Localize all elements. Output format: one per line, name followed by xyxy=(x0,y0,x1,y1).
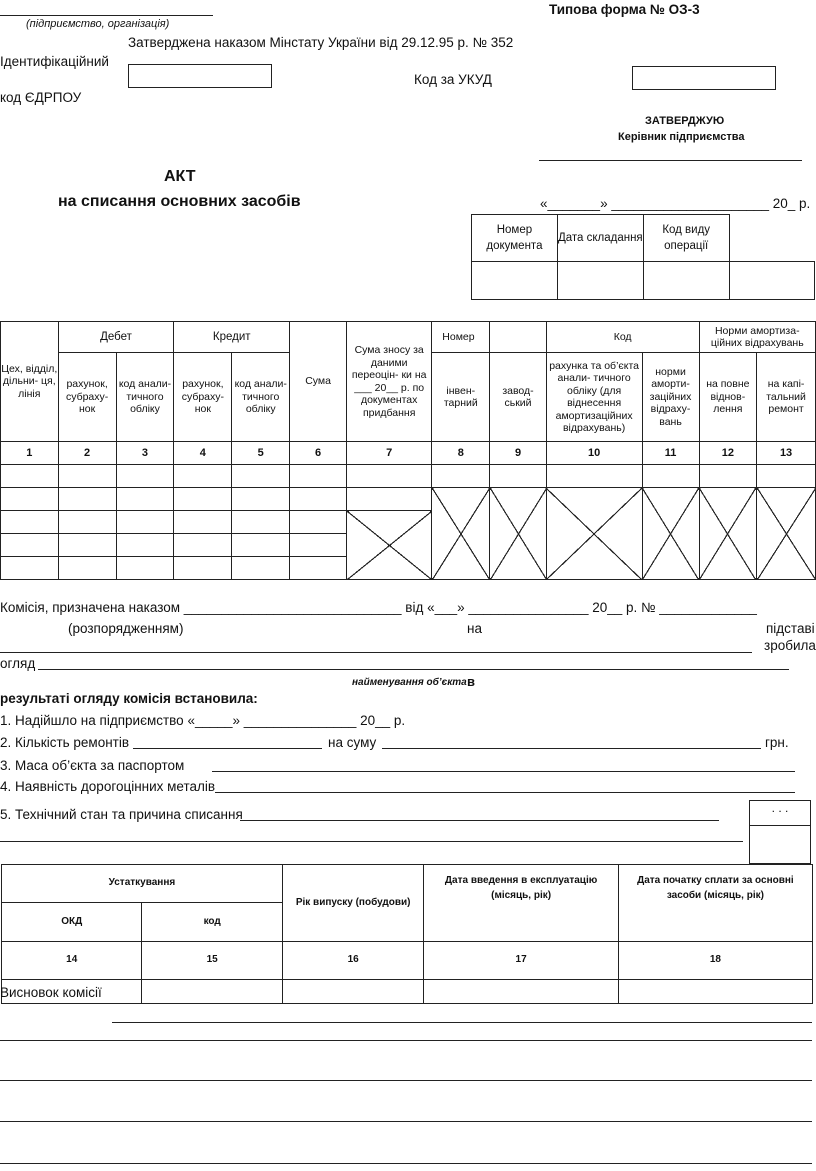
item-metals: 4. Наявність дорогоцінних металів xyxy=(0,779,216,794)
repairs-sum-label: на суму xyxy=(328,735,377,750)
table-cell[interactable] xyxy=(58,488,116,511)
equipment-table xyxy=(1,864,813,1004)
table-cell[interactable] xyxy=(116,557,174,580)
object-v: в xyxy=(467,674,475,689)
code-header: Код xyxy=(546,322,699,353)
col-number: 15 xyxy=(142,942,282,980)
table-cell[interactable] xyxy=(142,980,282,1004)
ukud-field[interactable] xyxy=(632,66,776,90)
head-label: Керівник підприємства xyxy=(618,131,745,143)
equipment-header: Устаткування xyxy=(2,865,283,903)
table-cell[interactable] xyxy=(174,488,232,511)
table-cell[interactable] xyxy=(58,511,116,534)
uah-label: грн. xyxy=(765,735,789,750)
conclusion-line-3[interactable] xyxy=(0,1080,812,1081)
crossed-cell xyxy=(347,511,432,580)
on-label: на xyxy=(467,621,482,636)
col-number: 17 xyxy=(424,942,618,980)
norms-header: Норми амортиза- ційних відрахувань xyxy=(699,322,815,353)
basis-line[interactable] xyxy=(0,652,752,653)
approval-order: Затверджена наказом Мінстату України від 29.12.95 р. № 352 xyxy=(128,35,514,50)
item-repairs: 2. Кількість ремонтів xyxy=(0,735,130,750)
debet-header: Дебет xyxy=(58,322,174,353)
ukud-label: Код за УКУД xyxy=(414,72,492,87)
doc-date-cell[interactable] xyxy=(557,262,643,300)
col-number: 10 xyxy=(546,442,642,465)
commission-line[interactable]: Комісія, призначена наказом _____________________________ від «___» ________________ 20__ р. № _____________ xyxy=(0,600,757,615)
org-caption: (підприємство, організація) xyxy=(26,18,170,30)
table-cell[interactable] xyxy=(174,534,232,557)
edrpou-field[interactable] xyxy=(128,64,272,88)
kredyt-account-header: рахунок, субраху- нок xyxy=(174,353,232,442)
ident-label: Ідентифікаційний xyxy=(0,54,109,69)
order-label: (розпорядженням) xyxy=(68,621,184,636)
commissioning-header: Дата введення в експлуатацію (місяць, рік) xyxy=(424,865,618,942)
edrpou-label: код ЄДРПОУ xyxy=(0,90,82,105)
number-header: Номер xyxy=(432,322,490,353)
act-subtitle: на списання основних засобів xyxy=(58,193,301,210)
table-cell[interactable] xyxy=(347,488,432,511)
table-cell[interactable] xyxy=(116,488,174,511)
item-mass: 3. Маса об’єкта за паспортом xyxy=(0,758,185,773)
table-cell[interactable] xyxy=(618,980,812,1004)
col-number: 9 xyxy=(490,442,546,465)
acc-obj-header: рахунка та об’єкта анали- тичного обліку (для віднесення амортизаційних відрахувань) xyxy=(546,353,642,442)
table-cell[interactable] xyxy=(1,511,59,534)
col-number: 7 xyxy=(347,442,432,465)
table-cell[interactable] xyxy=(116,534,174,557)
col-number: 5 xyxy=(232,442,290,465)
dots-text: . . . xyxy=(771,801,789,815)
crossed-cell xyxy=(490,488,546,580)
table-row xyxy=(1,465,816,488)
kredyt-header: Кредит xyxy=(174,322,290,353)
crossed-cell xyxy=(699,488,757,580)
col-number: 8 xyxy=(432,442,490,465)
op-code-header: Код виду операції xyxy=(643,215,729,262)
table-cell[interactable] xyxy=(1,534,59,557)
table-cell[interactable] xyxy=(232,488,290,511)
conclusion-label: Висновок комісії xyxy=(0,985,102,1000)
results-heading: результаті огляду комісія встановила: xyxy=(0,691,258,706)
debet-analytic-header: код анали- тичного обліку xyxy=(116,353,174,442)
col-number: 1 xyxy=(1,442,59,465)
sum-header: Сума xyxy=(290,322,347,442)
table-cell[interactable] xyxy=(290,534,347,557)
dots-box[interactable] xyxy=(749,800,811,826)
table-cell[interactable] xyxy=(1,465,59,488)
conclusion-line-1[interactable] xyxy=(112,1022,812,1023)
table-cell[interactable] xyxy=(432,465,490,488)
review-label: огляд xyxy=(0,656,36,671)
shop-header: Цех, відділ, дільни- ця, лінія xyxy=(1,322,59,442)
condition-line-2[interactable] xyxy=(0,841,743,842)
table-cell[interactable] xyxy=(174,511,232,534)
kredyt-analytic-header: код анали- тичного обліку xyxy=(232,353,290,442)
col-number: 4 xyxy=(174,442,232,465)
crossed-cell xyxy=(642,488,699,580)
table-cell[interactable] xyxy=(290,557,347,580)
table-cell[interactable] xyxy=(1,557,59,580)
col-number: 14 xyxy=(2,942,142,980)
condition-line[interactable] xyxy=(240,820,719,821)
act-title: АКТ xyxy=(164,168,196,185)
col-number: 13 xyxy=(757,442,816,465)
wear-header: Сума зносу за даними переоцін- ки на ___ 20__ р. по документах придбання xyxy=(347,322,432,442)
factory-header: завод- ський xyxy=(490,353,546,442)
full-restore-header: на повне віднов- лення xyxy=(699,353,757,442)
table-cell[interactable] xyxy=(116,465,174,488)
conclusion-line-5[interactable] xyxy=(0,1163,812,1164)
table-cell[interactable] xyxy=(174,465,232,488)
conclusion-line-4[interactable] xyxy=(0,1121,812,1122)
kod-header: код xyxy=(142,903,282,942)
mass-line[interactable] xyxy=(212,771,795,772)
table-row xyxy=(2,980,813,1004)
cap-repair-header: на капі- тальний ремонт xyxy=(757,353,816,442)
table-cell[interactable] xyxy=(290,465,347,488)
doc-date-header: Дата складання xyxy=(557,215,643,262)
norm-codes-header: норми аморти- заційних відраху- вань xyxy=(642,353,699,442)
main-table xyxy=(0,321,816,580)
table-cell[interactable] xyxy=(58,465,116,488)
doc-number-header: Номер документа xyxy=(472,215,558,262)
table-cell[interactable] xyxy=(424,980,618,1004)
table-cell[interactable] xyxy=(490,465,546,488)
org-name-line[interactable] xyxy=(0,15,213,16)
depreciation-header: Дата початку сплати за основні засоби (місяць, рік) xyxy=(618,865,812,942)
made-label: зробила xyxy=(764,638,816,653)
col-number: 2 xyxy=(58,442,116,465)
year-header: Рік випуску (побудови) xyxy=(282,865,424,942)
item-condition: 5. Технічний стан та причина списання xyxy=(0,807,243,822)
table-cell[interactable] xyxy=(116,511,174,534)
repairs-count-line[interactable] xyxy=(133,748,322,749)
table-cell[interactable] xyxy=(232,534,290,557)
table-cell[interactable] xyxy=(757,465,816,488)
table-cell[interactable] xyxy=(232,465,290,488)
table-cell[interactable] xyxy=(699,465,757,488)
col-number: 3 xyxy=(116,442,174,465)
table-cell[interactable] xyxy=(290,488,347,511)
table-cell[interactable] xyxy=(232,557,290,580)
table-cell[interactable] xyxy=(642,465,699,488)
col-number: 11 xyxy=(642,442,699,465)
crossed-cell xyxy=(432,488,490,580)
object-line[interactable] xyxy=(38,669,789,670)
extra-box[interactable] xyxy=(749,825,811,864)
table-cell[interactable] xyxy=(347,465,432,488)
head-signature-line[interactable] xyxy=(539,160,802,161)
table-cell[interactable] xyxy=(546,465,642,488)
table-cell[interactable] xyxy=(232,511,290,534)
repairs-sum-line[interactable] xyxy=(382,748,761,749)
doc-table xyxy=(471,214,815,300)
item-arrival[interactable]: 1. Надійшло на підприємство «_____» _______________ 20__ р. xyxy=(0,713,406,728)
crossed-cell xyxy=(757,488,816,580)
table-cell[interactable] xyxy=(174,557,232,580)
col-number: 18 xyxy=(618,942,812,980)
table-row xyxy=(1,488,816,511)
col-number: 6 xyxy=(290,442,347,465)
approval-date-line[interactable]: «_______» _____________________ 20_ р. xyxy=(540,196,811,211)
table-cell[interactable] xyxy=(58,534,116,557)
doc-number-cell[interactable] xyxy=(472,262,558,300)
table-cell[interactable] xyxy=(58,557,116,580)
op-code-cell[interactable] xyxy=(643,262,729,300)
form-title: Типова форма № ОЗ-3 xyxy=(549,2,700,17)
okd-header: ОКД xyxy=(2,903,142,942)
crossed-cell xyxy=(546,488,642,580)
debet-account-header: рахунок, субраху- нок xyxy=(58,353,116,442)
approve-word: ЗАТВЕРДЖУЮ xyxy=(645,115,725,127)
basis-label: підставі xyxy=(766,621,815,636)
conclusion-line-2[interactable] xyxy=(0,1040,812,1041)
col-number: 12 xyxy=(699,442,757,465)
object-caption: найменування об’єкта xyxy=(352,677,467,688)
table-cell[interactable] xyxy=(290,511,347,534)
extra-cell[interactable] xyxy=(729,262,814,300)
inventory-header: інвен- тарний xyxy=(432,353,490,442)
col-number: 16 xyxy=(282,942,424,980)
metals-line[interactable] xyxy=(215,792,795,793)
table-cell[interactable] xyxy=(1,488,59,511)
table-cell[interactable] xyxy=(282,980,424,1004)
